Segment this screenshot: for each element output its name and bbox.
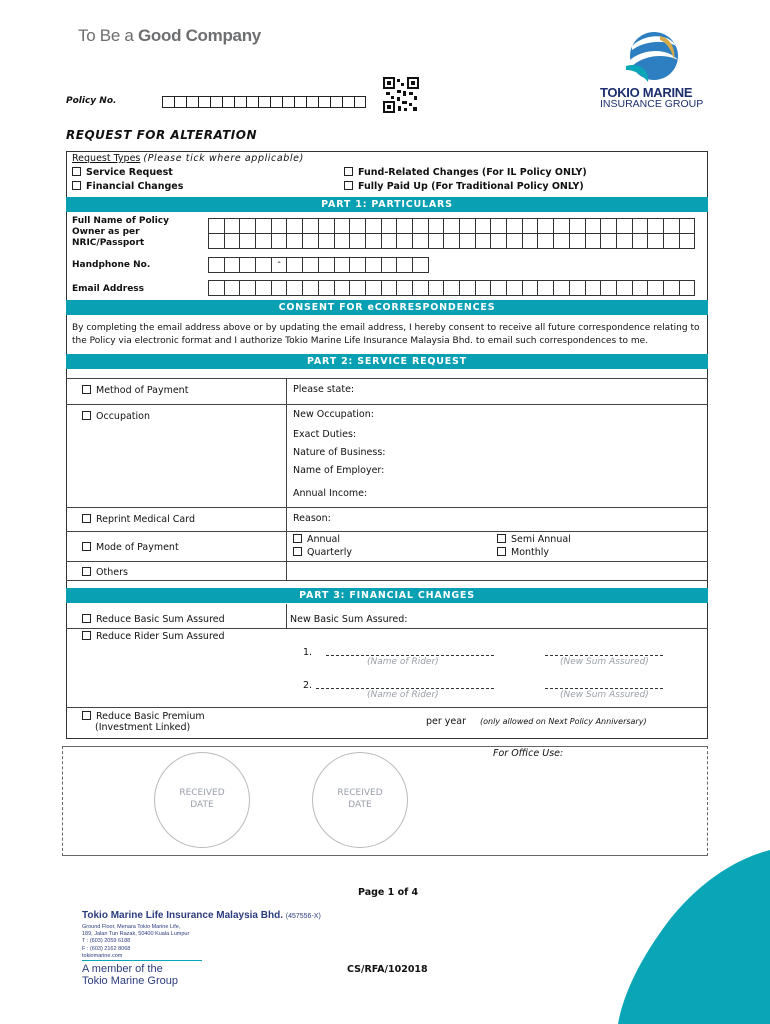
checkbox-icon [72, 167, 81, 176]
part2-divider [286, 378, 287, 580]
part3-divider [286, 604, 287, 628]
part2-header: PART 2: SERVICE REQUEST [66, 354, 708, 369]
logo-sub-text: INSURANCE GROUP [600, 98, 704, 110]
handphone-label: Handphone No. [72, 260, 151, 270]
request-types-heading [72, 153, 304, 164]
checkbox-reduce-rider-sum[interactable]: Reduce Rider Sum Assured [82, 631, 225, 642]
checkbox-icon [344, 167, 353, 176]
part2-line [66, 404, 708, 405]
form-code: CS/RFA/102018 [347, 964, 428, 975]
new-sum-line-1[interactable] [545, 655, 663, 656]
checkbox-reduce-basic-sum[interactable]: Reduce Basic Sum Assured [82, 614, 225, 625]
rider-name-caption-2: (Name of Rider) [367, 690, 439, 700]
policy-no-input[interactable] [162, 96, 366, 108]
annual-income-label: Annual Income: [293, 488, 368, 499]
rider-name-line-2[interactable] [316, 688, 494, 689]
footer-divider [82, 960, 202, 961]
new-sum-line-2[interactable] [545, 688, 663, 689]
checkbox-icon [82, 614, 91, 623]
part2-line [66, 561, 708, 562]
received-date-stamp-1: RECEIVED DATE [154, 752, 250, 848]
checkbox-reprint-medical-card[interactable]: Reprint Medical Card [82, 514, 195, 525]
checkbox-icon [497, 547, 506, 556]
checkbox-occupation[interactable]: Occupation [82, 411, 150, 422]
consent-text: By completing the email address above or by updating the email address, I hereby consent to receive all future correspondence relating to the Policy via electronic format and I authorize Tokio Marine Life Insurance Malaysia Bhd. to email such correspondences to me. [72, 323, 700, 346]
part2-line [66, 580, 708, 581]
checkbox-annual[interactable]: Annual [293, 534, 340, 545]
checkbox-financial-changes[interactable]: Financial Changes [72, 181, 183, 192]
tagline: To Be a Good Company [78, 26, 261, 45]
checkbox-icon [293, 547, 302, 556]
part1-header: PART 1: PARTICULARS [66, 197, 708, 212]
checkbox-icon [344, 181, 353, 190]
checkbox-icon [82, 411, 91, 420]
request-types-label: Request Types [72, 153, 141, 164]
reason-label: Reason: [293, 513, 331, 524]
new-sum-caption-1: (New Sum Assured) [560, 657, 649, 667]
footer-company: Tokio Marine Life Insurance Malaysia Bhd. (457556-X) [82, 910, 321, 921]
checkbox-monthly[interactable]: Monthly [497, 547, 549, 558]
form-title: REQUEST FOR ALTERATION [66, 128, 258, 142]
company-logo-icon [620, 26, 682, 86]
checkbox-mode-of-payment[interactable]: Mode of Payment [82, 542, 179, 553]
rider-name-line-1[interactable] [326, 655, 494, 656]
teal-swoosh-graphic [400, 850, 770, 1024]
received-date-stamp-2: RECEIVED DATE [312, 752, 408, 848]
page-number: Page 1 of 4 [358, 887, 419, 898]
new-occupation-label: New Occupation: [293, 409, 374, 420]
rider-number-2: 2. [303, 680, 313, 691]
consent-header: CONSENT FOR eCORRESPONDENCES [66, 300, 708, 315]
please-state-label: Please state: [293, 384, 355, 395]
email-label: Email Address [72, 284, 145, 294]
part3-header: PART 3: FINANCIAL CHANGES [66, 588, 708, 603]
checkbox-icon [497, 534, 506, 543]
checkbox-icon [72, 181, 81, 190]
part2-line [66, 531, 708, 532]
part2-line [66, 378, 708, 379]
part2-line [66, 507, 708, 508]
handphone-dash: - [271, 257, 287, 272]
checkbox-fund-related[interactable]: Fund-Related Changes (For IL Policy ONLY) [344, 167, 587, 178]
checkbox-icon [82, 542, 91, 551]
full-name-input[interactable] [208, 218, 695, 249]
per-year-label: per year [426, 716, 466, 727]
handphone-input[interactable] [208, 257, 429, 273]
new-sum-caption-2: (New Sum Assured) [560, 690, 649, 700]
email-input[interactable] [208, 280, 695, 296]
checkbox-reduce-basic-premium[interactable]: Reduce Basic Premium (Investment Linked) [82, 711, 205, 733]
employer-label: Name of Employer: [293, 465, 385, 476]
checkbox-method-of-payment[interactable]: Method of Payment [82, 385, 188, 396]
checkbox-icon [82, 567, 91, 576]
checkbox-icon [82, 711, 91, 720]
part3-line [66, 628, 708, 629]
checkbox-semi-annual[interactable]: Semi Annual [497, 534, 571, 545]
checkbox-service-request[interactable]: Service Request [72, 167, 173, 178]
nature-of-business-label: Nature of Business: [293, 447, 386, 458]
checkbox-icon [82, 514, 91, 523]
exact-duties-label: Exact Duties: [293, 429, 357, 440]
policy-no-label: Policy No. [66, 96, 117, 106]
office-use-label: For Office Use: [493, 748, 564, 759]
checkbox-quarterly[interactable]: Quarterly [293, 547, 352, 558]
full-name-label: Full Name of Policy Owner as per NRIC/Passport [72, 216, 170, 248]
checkbox-icon [82, 631, 91, 640]
part3-line [66, 707, 708, 708]
checkbox-icon [293, 534, 302, 543]
footer-member-text: A member of the Tokio Marine Group [82, 963, 178, 987]
rider-name-caption-1: (Name of Rider) [367, 657, 439, 667]
qr-code-icon [383, 77, 419, 113]
checkbox-others[interactable]: Others [82, 567, 128, 578]
only-allowed-note: (only allowed on Next Policy Anniversary) [480, 717, 647, 726]
footer-address: Ground Floor, Menara Tokio Marine Life, 189, Jalan Tun Razak, 50400 Kuala Lumpur T : (603) 2059 6188 F : (603) 2162 8068 tokiomarine.com [82, 924, 190, 959]
checkbox-fully-paid-up[interactable]: Fully Paid Up (For Traditional Policy ONLY) [344, 181, 584, 192]
new-basic-sum-label: New Basic Sum Assured: [290, 614, 408, 625]
logo-wordmark [600, 86, 710, 110]
rider-number-1: 1. [303, 647, 313, 658]
request-types-hint: (Please tick where applicable) [143, 153, 304, 164]
checkbox-icon [82, 385, 91, 394]
logo-main-text: TOKIO MARINE [600, 85, 693, 100]
